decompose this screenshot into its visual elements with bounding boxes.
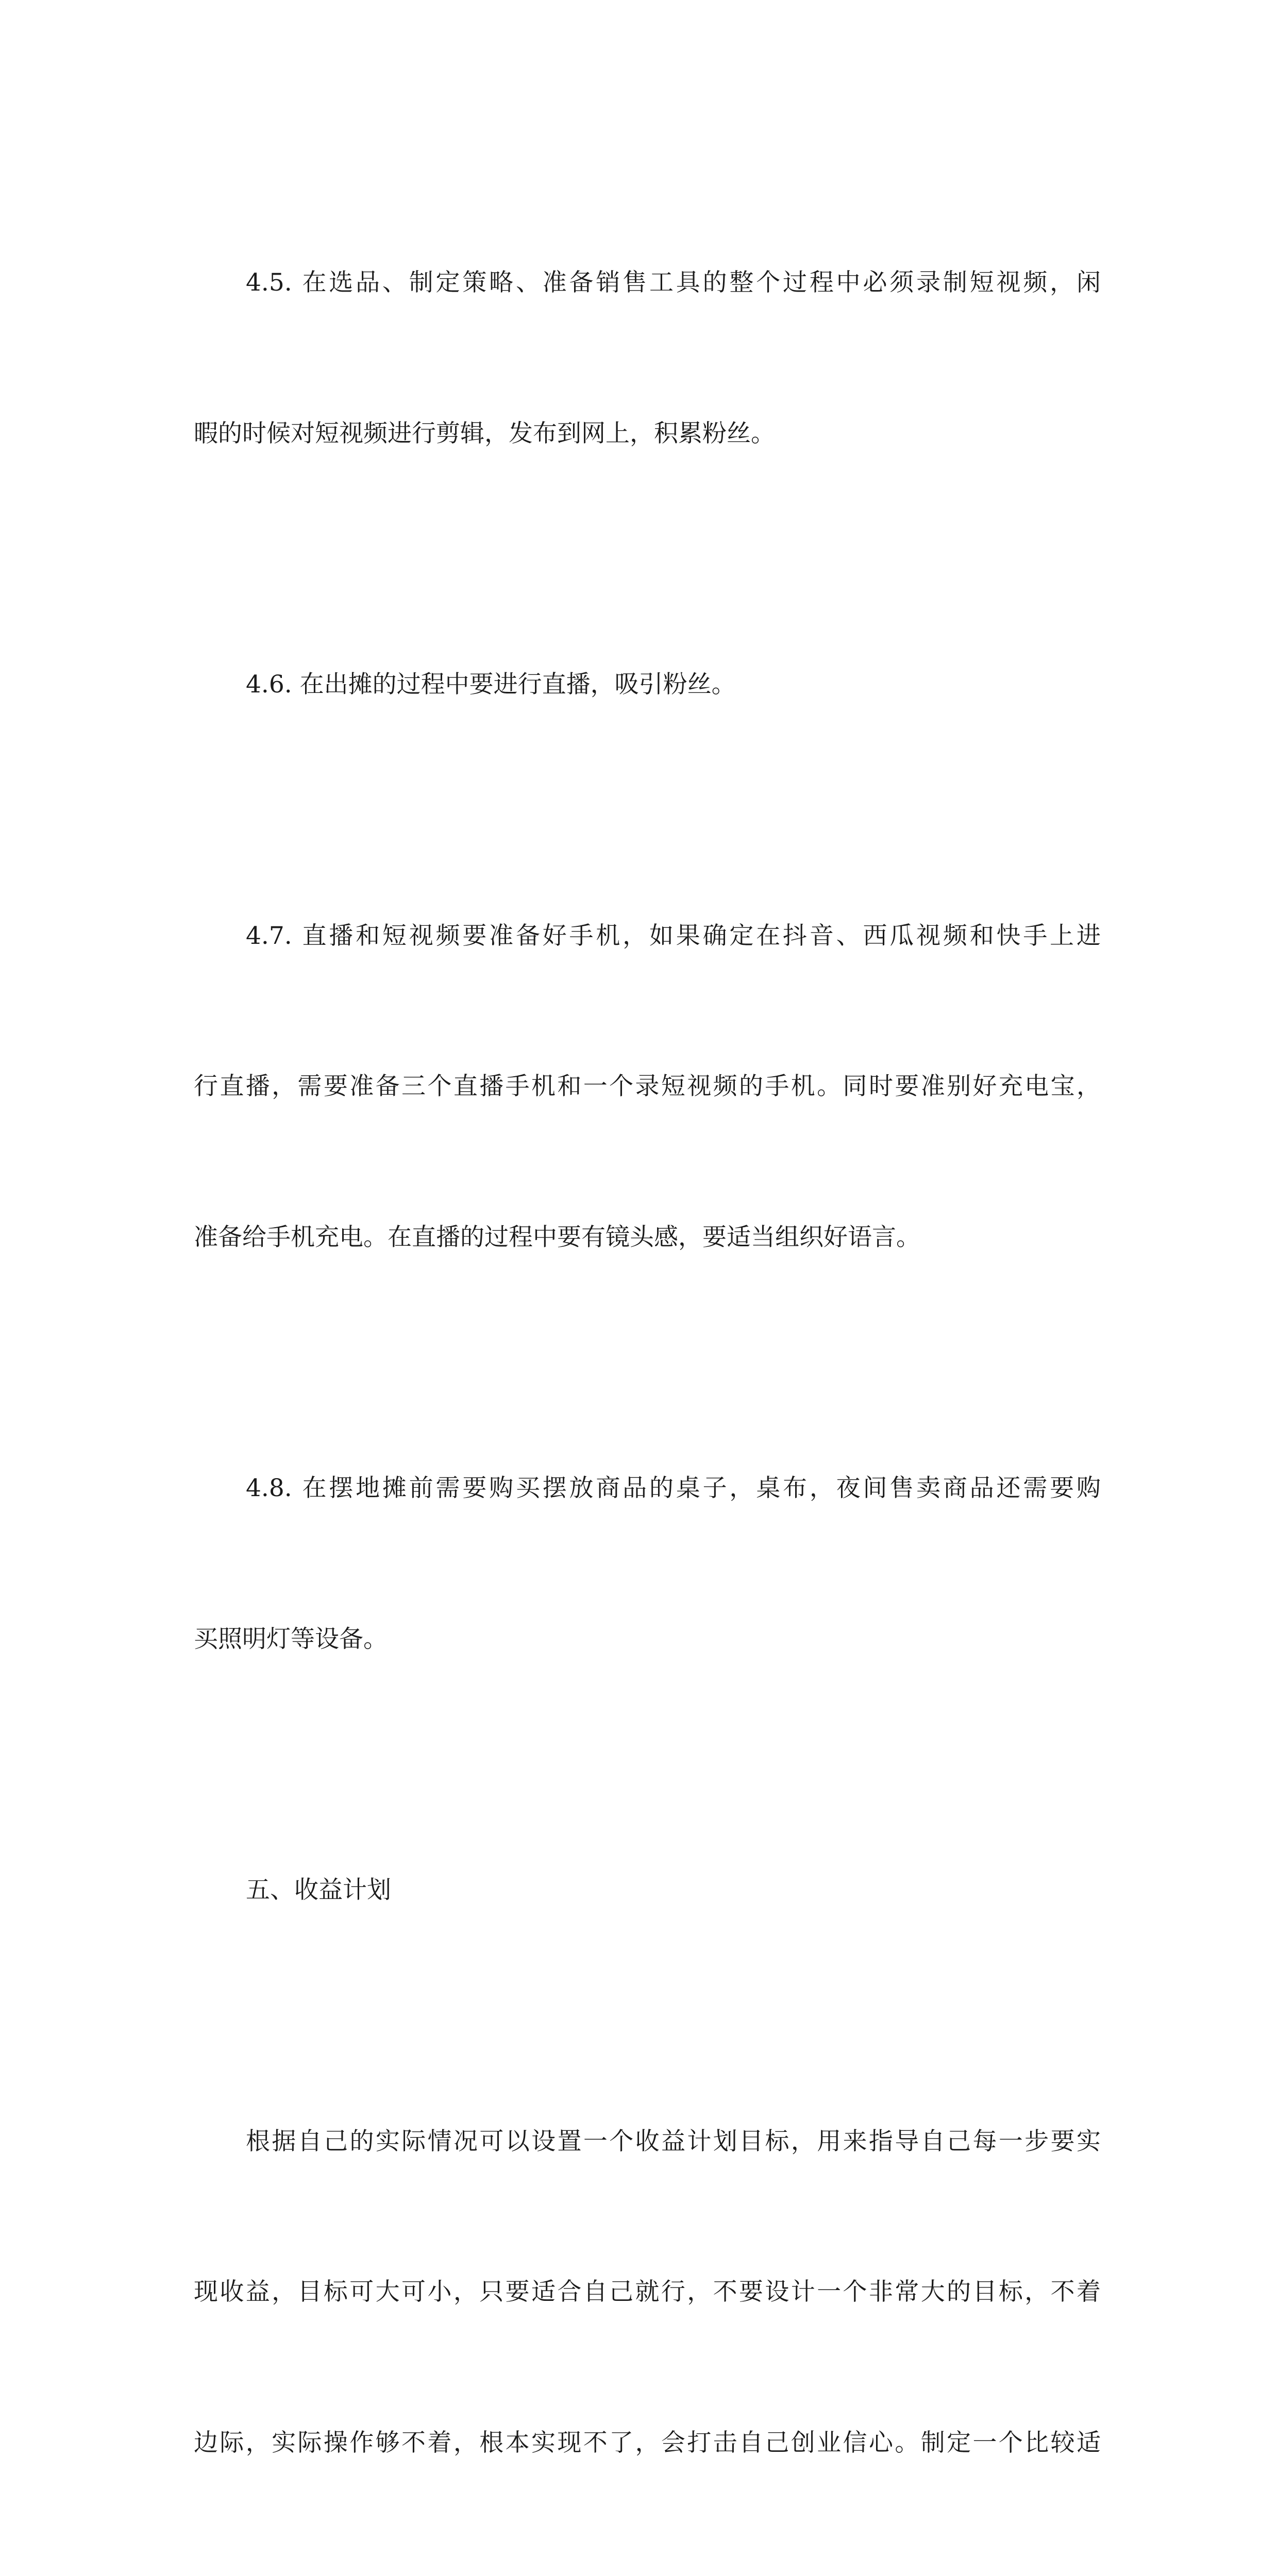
paragraph-4-6	[194, 559, 1101, 810]
text-line: 根据自己的实际情况可以设置一个收益计划目标，用来指导自己每一步要实	[194, 2116, 1101, 2167]
text-line: 准备给手机充电。在直播的过程中要有镜头感，要适当组织好语言。	[194, 1212, 1101, 1263]
document-body	[194, 157, 1101, 2576]
section-heading-5	[194, 1765, 1101, 2016]
text-line: 暇的时候对短视频进行剪辑，发布到网上，积累粉丝。	[194, 409, 1101, 459]
section-5-intro	[194, 2016, 1101, 2576]
text-line: 4.6. 在出摊的过程中要进行直播，吸引粉丝。	[194, 659, 1101, 710]
heading-text: 五、收益计划	[194, 1865, 1101, 1916]
text-line: 4.8. 在摆地摊前需要购买摆放商品的桌子，桌布，夜间售卖商品还需要购	[194, 1463, 1101, 1514]
text-line: 买照明灯等设备。	[194, 1614, 1101, 1665]
paragraph-4-7	[194, 810, 1101, 1363]
paragraph-4-5	[194, 157, 1101, 559]
text-line	[194, 2568, 1101, 2576]
text-line: 4.7. 直播和短视频要准备好手机，如果确定在抖音、西瓜视频和快手上进	[194, 911, 1101, 961]
text-line: 4.5. 在选品、制定策略、准备销售工具的整个过程中必须录制短视频，闲	[194, 258, 1101, 308]
text-line: 现收益，目标可大可小，只要适合自己就行，不要设计一个非常大的目标，不着	[194, 2267, 1101, 2317]
text-line: 边际，实际操作够不着，根本实现不了，会打击自己创业信心。制定一个比较适	[194, 2418, 1101, 2468]
paragraph-4-8	[194, 1363, 1101, 1765]
text-line: 行直播，需要准备三个直播手机和一个录短视频的手机。同时要准别好充电宝，	[194, 1061, 1101, 1112]
